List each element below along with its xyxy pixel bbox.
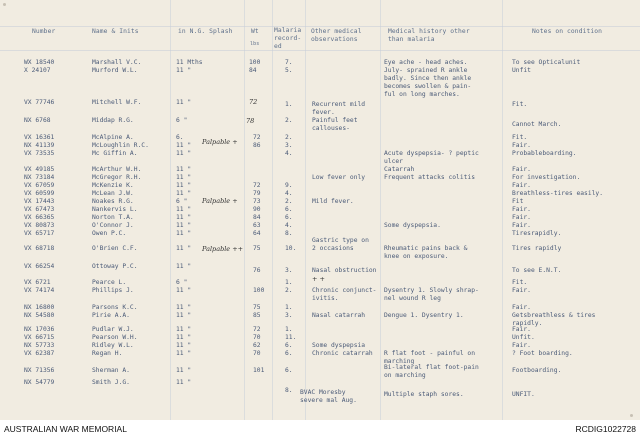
- cell-number: NX 71356: [24, 367, 55, 374]
- cell-history: R flat foot - painful on marching: [384, 350, 475, 365]
- cell-name: Mitchell W.F.: [92, 99, 142, 106]
- cell-obs: Nasal obstruction: [312, 267, 377, 274]
- cell-number: VX 16361 NX 41139 VX 73535: [24, 134, 55, 157]
- col-ng: in N.G. Splash: [178, 28, 233, 35]
- cell-notes: Fit. Fair. Probableboarding.: [512, 134, 577, 157]
- col-malaria: Malaria record- ed: [274, 27, 302, 50]
- cell-history: Rheumatic pains back & knee on exposure.: [384, 245, 468, 260]
- cell-ng: 11 " 11 ": [176, 304, 192, 319]
- cell-weight: 72 79 73 90 84 63 64: [253, 182, 261, 237]
- cell-ng: 11 " 11 " 11 " 11 ": [176, 326, 192, 357]
- cell-notes: UNFIT.: [512, 391, 535, 398]
- cell-ng: 11 ": [176, 245, 192, 252]
- cell-ng: 6. 11 " 11 ": [176, 134, 192, 157]
- cell-weight: 72 86: [253, 134, 261, 149]
- cell-malaria: 1.: [285, 101, 293, 108]
- col-name: Name & Inits: [92, 28, 139, 35]
- handwritten-annotation: + +: [312, 275, 325, 283]
- cell-ng: 11 ": [176, 99, 192, 106]
- table-row: [0, 304, 640, 327]
- cell-number: VX 68718: [24, 245, 55, 252]
- cell-ng: 11 " 11 " 11 " 11 " 6 " 11 " 11 " 11 " 11 ": [176, 166, 192, 237]
- cell-malaria: 6.: [285, 367, 293, 374]
- cell-obs: BVAC Moresby severe mal Aug.: [300, 389, 357, 404]
- table-row: [0, 364, 640, 379]
- cell-history: Catarrah Frequent attacks colitis Some dyspepsia.: [384, 166, 475, 229]
- col-notes: Notes on condition: [532, 28, 603, 35]
- cell-number: WX 18540 X 24107: [24, 59, 55, 74]
- cell-ng: 6 " 11 ": [176, 279, 192, 294]
- cell-malaria: 1. 11. 6. 6.: [285, 326, 297, 357]
- handwritten-annotation: Palpable ++: [202, 245, 244, 253]
- cell-obs: Chronic conjunct- ivitis.: [312, 287, 377, 302]
- table-row: [0, 98, 640, 116]
- cell-weight: 78: [246, 117, 255, 125]
- cell-malaria: 8.: [285, 387, 293, 394]
- archive-credit: AUSTRALIAN WAR MEMORIAL: [4, 424, 127, 434]
- cell-ng: 11 ": [176, 367, 192, 374]
- table-header: [0, 0, 640, 54]
- cell-name: Parsons K.C. Pirie A.A.: [92, 304, 138, 319]
- cell-obs: Low fever only Mild fever.: [312, 174, 366, 205]
- table-row: [0, 237, 640, 260]
- cell-malaria: 1. 2.: [285, 279, 293, 294]
- cell-obs: Some dyspepsia Chronic catarrah: [312, 342, 373, 357]
- cell-malaria: 2. 3. 4.: [285, 134, 293, 157]
- table-row: [0, 134, 640, 165]
- cell-weight: 100: [253, 287, 265, 294]
- handwritten-annotation: Palpable +: [202, 197, 238, 205]
- cell-number: VX 66254: [24, 263, 55, 270]
- cell-obs: Painful feet callouses-: [312, 117, 358, 132]
- cell-history: Multiple staph sores.: [384, 391, 464, 398]
- cell-notes: Fair. Getsbreathless & tires rapidly.: [512, 304, 596, 327]
- cell-obs: Nasal catarrah: [312, 312, 366, 319]
- cell-malaria: 10.: [285, 245, 297, 252]
- cell-ng: 11 ": [176, 379, 192, 386]
- cell-weight: 72 70 62 70: [253, 326, 261, 357]
- table-row: [0, 379, 640, 404]
- cell-history: Bi-lateral flat foot-pain on marching: [384, 364, 479, 379]
- cell-number: VX 77746: [24, 99, 55, 106]
- cell-name: McAlpine A. McLoughlin R.C. Mc Giffin A.: [92, 134, 149, 157]
- cell-name: Pudlar W.J. Pearson W.H. Ridley W.L. Regan H.: [92, 326, 138, 357]
- cell-notes: Cannot March.: [512, 121, 562, 128]
- cell-malaria: 3.: [285, 267, 293, 274]
- cell-number: NX 16800 NX 54580: [24, 304, 55, 319]
- cell-weight: 75: [253, 245, 261, 252]
- record-id: RCDIG1022728: [575, 424, 636, 434]
- handwritten-annotation: Palpable +: [202, 138, 238, 146]
- cell-history: Dysentry 1. Slowly shrap- nel wound R leg: [384, 287, 479, 302]
- cell-ng: 11 Mths 11 ": [176, 59, 203, 74]
- cell-name: O'Brien C.F.: [92, 245, 138, 252]
- cell-malaria: 2.: [285, 117, 293, 124]
- cell-history: Acute dyspepsia- ? peptic ulcer: [384, 150, 479, 165]
- cell-name: Ottoway P.C.: [92, 263, 138, 270]
- cell-obs: Recurrent mild fever.: [312, 101, 366, 116]
- cell-name: Pearce L. Phillips J.: [92, 279, 134, 294]
- cell-malaria: 7. 5.: [285, 59, 293, 74]
- cell-number: VX 49185 NX 73184 VX 67059 VX 60599 VX 17443 VX 67473 VX 66365 VX 80873 VX 65717: [24, 166, 55, 237]
- table-row: [0, 326, 640, 365]
- cell-notes: Fair. For investigation. Fair. Breathless-tires easily. Fit Fair. Fair. Fair. Tiresrapidly.: [512, 166, 603, 237]
- cell-weight: 76: [253, 267, 261, 274]
- cell-weight: 75 85: [253, 304, 261, 319]
- cell-weight: 100 84: [249, 59, 261, 74]
- cell-malaria: 1. 3.: [285, 304, 293, 319]
- cell-name: Marshall V.C. Murford W.L.: [92, 59, 142, 74]
- table-row: [0, 117, 640, 132]
- cell-malaria: 9. 4. 2. 6. 6. 4. 8.: [285, 182, 293, 237]
- table-row: [0, 279, 640, 302]
- cell-notes: Tires rapidly: [512, 245, 562, 252]
- cell-notes: To see Opticalunit Unfit: [512, 59, 581, 74]
- cell-ng: 11 ": [176, 263, 192, 270]
- col-number: Number: [32, 28, 56, 35]
- cell-number: NX 6768: [24, 117, 51, 124]
- footer-bar: [0, 420, 640, 437]
- cell-notes: Fair. Unfit. Fair. ? Foot boarding.: [512, 326, 573, 357]
- table-row: [0, 263, 640, 283]
- cell-notes: Fit.: [512, 101, 528, 108]
- cell-ng: 6 ": [176, 117, 188, 124]
- cell-weight: 101: [253, 367, 265, 374]
- cell-history: Dengue 1. Dysentry 1.: [384, 312, 464, 319]
- col-history: Medical history other than malaria: [388, 28, 470, 43]
- cell-name: McArthur W.H. McGregor R.H. McKenzie K. McLean J.W. Noakes R.G. Nankervis L. Norton T.A. O'Connor J. Owen P.C.: [92, 166, 142, 237]
- col-weight: Wt: [251, 28, 259, 35]
- col-weight-unit: lbs: [250, 41, 260, 47]
- cell-number: NX 17036 VX 66715 NX 57733 VX 62387: [24, 326, 55, 357]
- table-row: [0, 59, 640, 98]
- cell-name: Sherman A.: [92, 367, 130, 374]
- cell-name: Smith J.G.: [92, 379, 130, 386]
- col-obs: Other medical observations: [311, 28, 362, 43]
- cell-notes: Footboarding.: [512, 367, 562, 374]
- cell-weight: 72: [249, 98, 258, 106]
- cell-notes: Fit. Fair.: [512, 279, 531, 294]
- cell-number: VX 6721 VX 74174: [24, 279, 55, 294]
- cell-number: NX 54779: [24, 379, 55, 386]
- cell-name: Middap R.G.: [92, 117, 134, 124]
- cell-obs: Gastric type on 2 occasions: [312, 237, 369, 252]
- table-row: [0, 166, 640, 237]
- cell-notes: To see E.N.T.: [512, 267, 562, 274]
- punch-hole: [630, 414, 633, 417]
- cell-history: Eye ache - head aches. July- sprained R ankle badly. Since then ankle becomes swollen & pain- ful on long marches.: [384, 59, 472, 98]
